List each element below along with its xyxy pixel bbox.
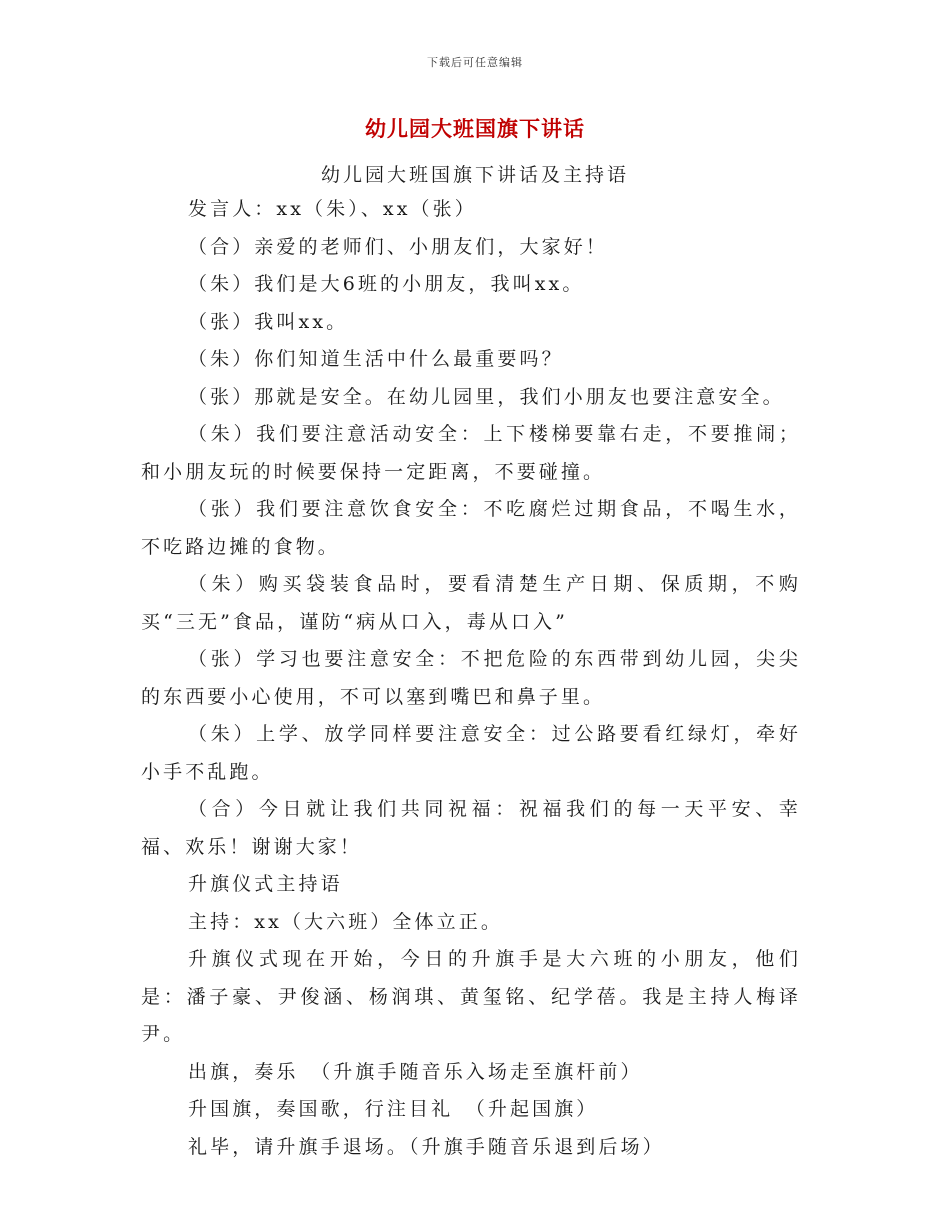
paragraph: （张）我们要注意饮食安全：不吃腐烂过期食品，不喝生水，不吃路边摊的食物。 — [141, 498, 801, 558]
paragraph: （朱）购买袋装食品时，要看清楚生产日期、保质期，不购买“三无”食品，谨防“病从口入，毒从口入” — [141, 573, 801, 633]
paragraph: （张）我叫xx。 — [188, 310, 349, 333]
document-body — [141, 191, 801, 1166]
paragraph: （合）亲爱的老师们、小朋友们，大家好！ — [188, 235, 608, 258]
document-title: 幼儿园大班国旗下讲话 — [365, 116, 585, 141]
paragraph: 主持：xx（大六班）全体立正。 — [188, 910, 503, 933]
section-heading: 升旗仪式主持语 — [188, 873, 343, 895]
paragraph: （朱）我们要注意活动安全：上下楼梯要靠右走，不要推闹；和小朋友玩的时候要保持一定距离，不要碰撞。 — [141, 423, 801, 483]
paragraph: （张）学习也要注意安全：不把危险的东西带到幼儿园，尖尖的东西要小心使用，不可以塞到嘴巴和鼻子里。 — [141, 648, 801, 708]
paragraph-speakers: 发言人：xx（朱）、xx（张） — [188, 198, 477, 220]
paragraph: （朱）你们知道生活中什么最重要吗？ — [188, 348, 564, 370]
paragraph: 礼毕，请升旗手退场。（升旗手随音乐退到后场） — [188, 1135, 665, 1158]
paragraph: 出旗，奏乐 （升旗手随音乐入场走至旗杆前） — [188, 1060, 643, 1083]
header-note: 下载后可任意编辑 — [427, 56, 523, 69]
paragraph: （合）今日就让我们共同祝福：祝福我们的每一天平安、幸福、欢乐！谢谢大家！ — [141, 798, 801, 858]
paragraph: （朱）我们是大6班的小朋友，我叫xx。 — [188, 273, 585, 295]
paragraph: 升国旗，奏国歌，行注目礼 （升起国旗） — [188, 1098, 599, 1120]
paragraph: （朱）上学、放学同样要注意安全：过公路要看红绿灯，牵好小手不乱跑。 — [141, 723, 801, 783]
paragraph: （张）那就是安全。在幼儿园里，我们小朋友也要注意安全。 — [188, 385, 785, 408]
paragraph: 升旗仪式现在开始，今日的升旗手是大六班的小朋友，他们是：潘子豪、尹俊涵、杨润琪、黄玺铭、纪学蓓。我是主持人梅译尹。 — [141, 948, 801, 1045]
document-subtitle: 幼儿园大班国旗下讲话及主持语 — [320, 164, 629, 186]
